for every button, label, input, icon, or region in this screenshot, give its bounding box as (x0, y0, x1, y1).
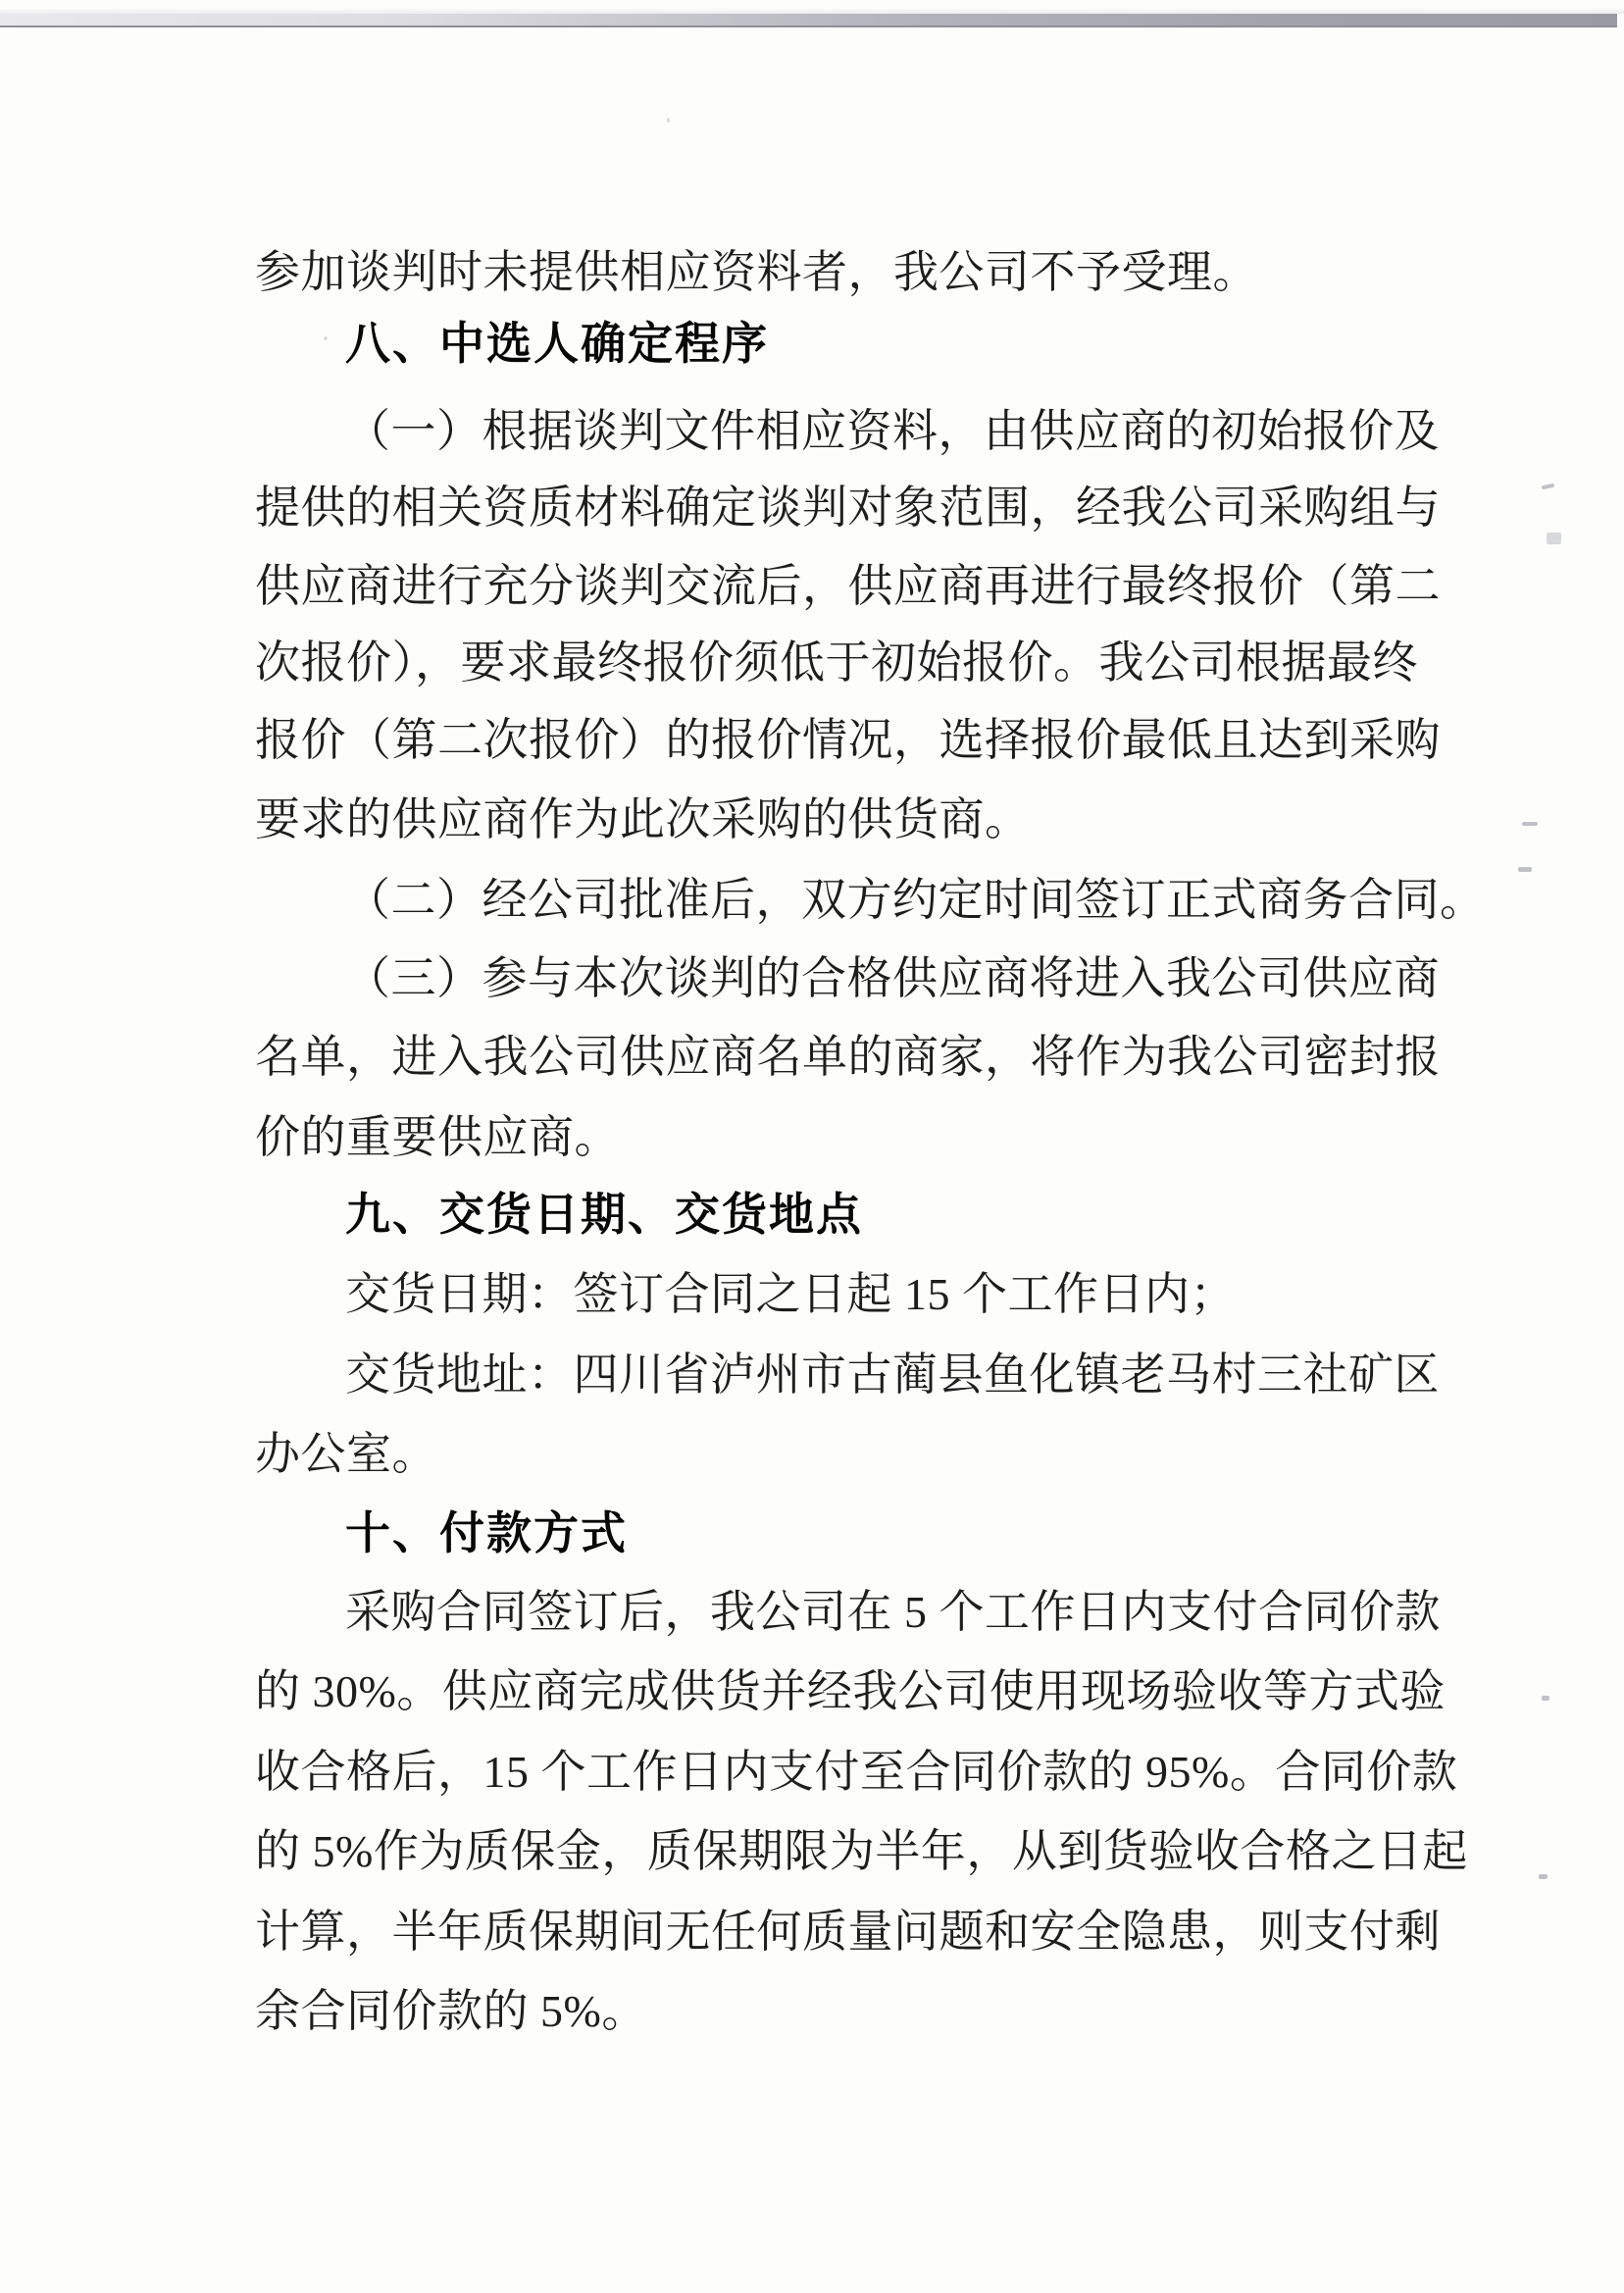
scan-speck (1539, 1874, 1548, 1879)
text-line: 要求的供应商作为此次采购的供货商。 (255, 794, 1031, 844)
text-line: 名单，进入我公司供应商名单的商家，将作为我公司密封报 (255, 1032, 1441, 1082)
scan-speck (1518, 867, 1532, 872)
text-line-delivery-address: 交货地址：四川省泸州市古蔺县鱼化镇老马村三社矿区 (345, 1350, 1440, 1400)
scan-speck (324, 336, 328, 340)
scan-speck (667, 118, 670, 123)
text-line: 次报价），要求最终报价须低于初始报价。我公司根据最终 (255, 637, 1418, 688)
text-line: 提供的相关资质材料确定谈判对象范围，经我公司采购组与 (255, 483, 1441, 533)
text-line: 价的重要供应商。 (255, 1112, 620, 1162)
text-line: 余合同价款的 5%。 (255, 1986, 647, 2036)
section-heading-10: 十、付款方式 (345, 1507, 628, 1558)
text-line: 参加谈判时未提供相应资料者，我公司不予受理。 (255, 247, 1258, 297)
text-line: 报价（第二次报价）的报价情况，选择报价最低且达到采购 (255, 715, 1441, 765)
text-line: （二）经公司批准后，双方约定时间签订正式商务合同。 (345, 875, 1486, 925)
text-line: （一）根据谈判文件相应资料，由供应商的初始报价及 (345, 406, 1440, 456)
text-line: 办公室。 (255, 1429, 437, 1479)
text-line: （三）参与本次谈判的合格供应商将进入我公司供应商 (345, 953, 1440, 1003)
scan-speck (1522, 822, 1538, 826)
section-heading-9: 九、交货日期、交货地点 (345, 1189, 863, 1240)
text-line: 收合格后，15 个工作日内支付至合同价款的 95%。合同价款 (255, 1747, 1458, 1797)
scan-speck (1542, 1696, 1549, 1701)
text-line: 采购合同签订后，我公司在 5 个工作日内支付合同价款 (345, 1587, 1441, 1637)
text-line: 计算，半年质保期间无任何质量问题和安全隐患，则支付剩 (255, 1907, 1441, 1957)
section-heading-8: 八、中选人确定程序 (345, 318, 769, 369)
scan-speck (1542, 484, 1555, 490)
text-line: 的 30%。供应商完成供货并经我公司使用现场验收等方式验 (255, 1666, 1446, 1716)
text-line-delivery-date: 交货日期：签订合同之日起 15 个工作日内； (345, 1269, 1236, 1319)
scan-speck (1547, 533, 1561, 544)
text-line: 供应商进行充分谈判交流后，供应商再进行最终报价（第二 (255, 561, 1441, 611)
text-line: 的 5%作为质保金，质保期限为半年，从到货验收合格之日起 (255, 1826, 1468, 1876)
scan-edge-band (0, 14, 1617, 27)
